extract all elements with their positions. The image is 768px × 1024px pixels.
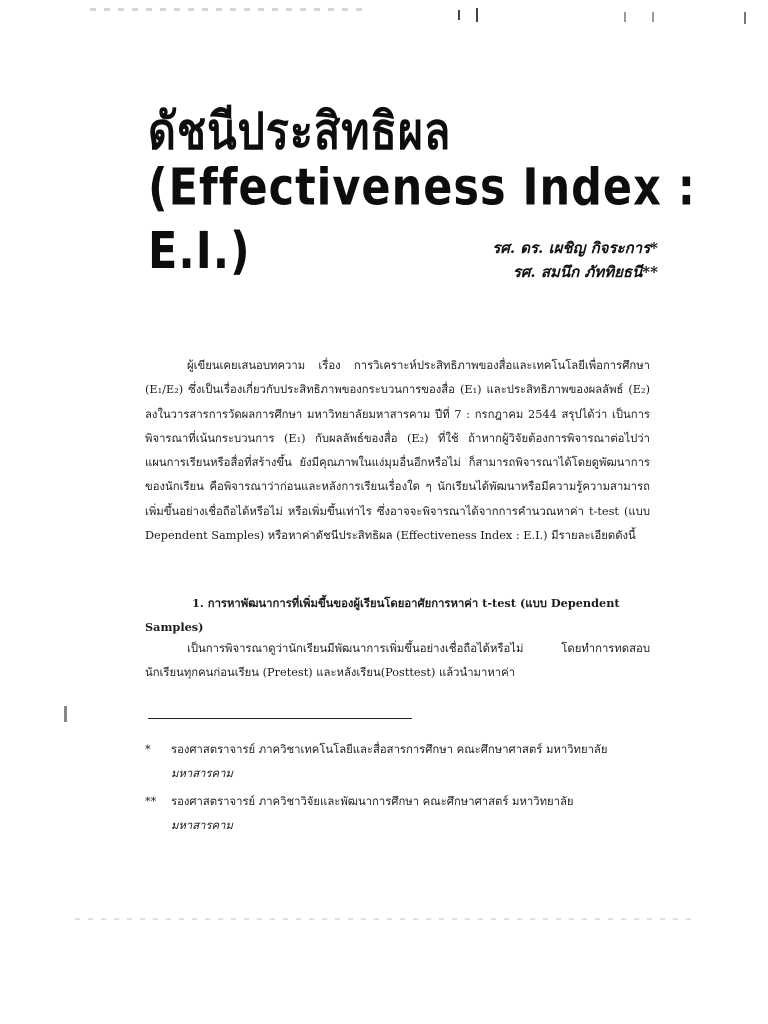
scan-tick-mark: [652, 12, 654, 22]
author-1: รศ. ดร. เผชิญ กิจระการ*: [492, 239, 658, 257]
scan-tick-mark: [744, 12, 746, 24]
footnote: [145, 738, 655, 786]
footnote-mark: **: [145, 795, 157, 808]
scan-edge-mark: [64, 706, 67, 722]
footnote: [145, 790, 655, 838]
footnote-institution: มหาสารคาม: [171, 767, 233, 780]
section-heading-1: [145, 591, 650, 640]
footnote-affiliation: รองศาสตราจารย์ ภาควิชาเทคโนโลยีและสื่อสารการศึกษา คณะศึกษาศาสตร์ มหาวิทยาลัย: [171, 743, 608, 756]
footnote-text: [171, 790, 655, 838]
author-2: รศ. สมนึก ภัททิยธนี**: [512, 263, 658, 281]
footnote-text: [171, 738, 655, 786]
footnote-affiliation: รองศาสตราจารย์ ภาควิชาวิจัยและพัฒนาการศึกษา คณะศึกษาศาสตร์ มหาวิทยาลัย: [171, 795, 574, 808]
section-paragraph: เป็นการพิจารณาดูว่านักเรียนมีพัฒนาการเพิ่มขึ้นอย่างเชื่อถือได้หรือไม่ โดยทำการทดสอบนักเรียนทุกคนก่อนเรียน (Pretest) และหลังเรียน(Posttest) แล้วนำมาหาค่า: [145, 642, 650, 680]
footnote-divider: [148, 718, 412, 719]
title-english: (Effectiveness Index : E.I.): [148, 158, 696, 282]
scan-speckle-bottom: [75, 918, 695, 920]
footnotes: [145, 738, 655, 842]
author-block: [492, 236, 658, 284]
section-heading-number: 1.: [192, 596, 204, 610]
footnote-institution: มหาสารคาม: [171, 819, 233, 832]
footnote-mark: *: [145, 743, 151, 756]
scan-tick-mark: [458, 10, 460, 20]
scan-tick-mark: [476, 8, 478, 22]
scan-tick-mark: [624, 12, 626, 22]
scan-speckle-top: [90, 8, 370, 11]
intro-paragraph: ผู้เขียนเคยเสนอบทความ เรื่อง การวิเคราะห์ประสิทธิภาพของสื่อและเทคโนโลยีเพื่อการศึกษา (E₁/E₂) ซึ่งเป็นเรื่องเกี่ยวกับประสิทธิภาพของกระบวนการของสื่อ (E₁) และประสิทธิภาพของผลลัพธ์ (E₂) ลงในวารสารการวัดผลการศึกษา มหาวิทยาลัยมหาสารคาม ปีที่ 7 : กรกฎาคม 2544 สรุปได้ว่า เป็นการพิจารณาที่เน้นกระบวนการ (E₁) กับผลลัพธ์ของสื่อ (E₂) ที่ใช้ ถ้าหากผู้วิจัยต้องการพิจารณาต่อไปว่าแผนการเรียนหรือสื่อที่สร้างขึ้น ยังมีคุณภาพในแง่มุมอื่นอีกหรือไม่ ก็สามารถพิจารณาได้โดยดูพัฒนาการของนักเรียน คือพิจารณาว่าก่อนและหลังการเรียนเรื่องใด ๆ นักเรียนได้พัฒนาหรือมีความรู้ความสามารถเพิ่มขึ้นอย่างเชื่อถือได้หรือไม่ หรือเพิ่มขึ้นเท่าไร ซึ่งอาจจะพิจารณาได้จากการคำนวณหาค่า t-test (แบบ Dependent Samples) หรือหาค่าดัชนีประสิทธิผล (Effectiveness Index : E.I.) มีรายละเอียดดังนี้: [145, 359, 650, 543]
title-thai: ดัชนีประสิทธิผล: [148, 102, 452, 162]
section-heading-text: การหาพัฒนาการที่เพิ่มขึ้นของผู้เรียนโดยอาศัยการหาค่า t-test (แบบ Dependent Samples): [145, 596, 620, 635]
